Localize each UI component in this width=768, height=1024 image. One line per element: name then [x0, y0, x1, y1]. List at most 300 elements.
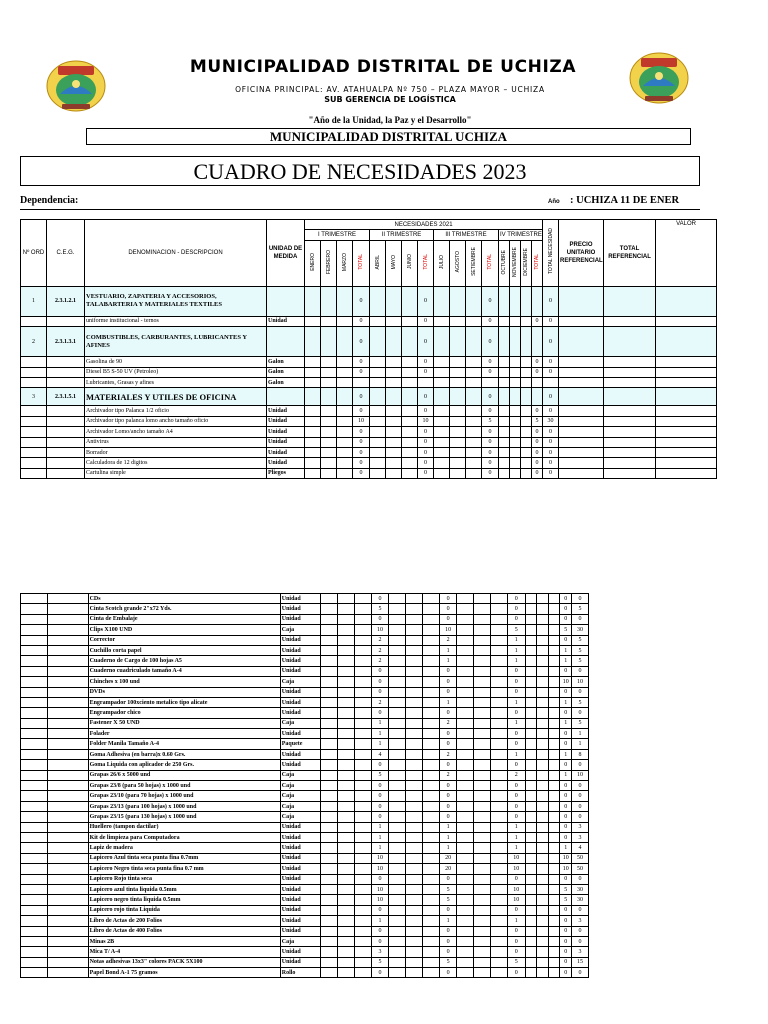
month-cell — [548, 853, 560, 863]
month-cell — [525, 832, 537, 842]
total-cell: 1 — [507, 718, 525, 728]
month-cell — [406, 864, 423, 874]
total-cell: 10 — [560, 677, 572, 687]
month-cell — [354, 635, 371, 645]
month-cell — [320, 625, 337, 635]
month-cell — [337, 437, 353, 447]
total-cell: 4 — [371, 749, 389, 759]
ord-cell — [21, 316, 47, 326]
month-cell — [537, 708, 549, 718]
month-cell — [548, 729, 560, 739]
municipal-logo-right — [629, 52, 689, 104]
month-cell — [320, 822, 337, 832]
price-cell — [559, 367, 604, 377]
month-cell — [320, 812, 337, 822]
month-cell — [406, 604, 423, 614]
month-cell — [490, 947, 507, 957]
month-cell — [321, 458, 337, 468]
total-cell — [532, 327, 543, 357]
ord-cell — [21, 377, 47, 387]
ord-cell — [21, 718, 48, 728]
month-cell — [337, 895, 354, 905]
month-cell — [548, 916, 560, 926]
page-title: MUNICIPALIDAD DISTRITAL DE UCHIZA — [189, 57, 577, 77]
month-cell — [450, 458, 466, 468]
total-cell: 0 — [440, 666, 457, 676]
month-cell — [423, 801, 440, 811]
ord-cell — [21, 864, 48, 874]
month-cell — [320, 832, 337, 842]
ceg-cell — [47, 447, 85, 457]
month-cell — [423, 864, 440, 874]
total-cell: 0 — [371, 926, 389, 936]
price-cell — [559, 437, 604, 447]
month-cell — [490, 843, 507, 853]
ceg-cell — [47, 468, 85, 478]
ord-cell — [21, 791, 48, 801]
month-cell — [389, 832, 406, 842]
desc-cell: Goma Liquida con aplicador de 250 Grs. — [88, 760, 280, 770]
month-cell — [537, 895, 549, 905]
unit-cell: Unidad — [280, 645, 320, 655]
total-cell: 0 — [482, 357, 499, 367]
table-row — [21, 801, 606, 811]
month-cell — [406, 770, 423, 780]
desc-cell: VESTUARIO, ZAPATERIA Y ACCESORIOS, TALABARTERIA Y MATERIALES TEXTILES — [85, 286, 267, 316]
month-cell — [370, 447, 386, 457]
unit-cell: Unidad — [280, 729, 320, 739]
month-cell — [537, 666, 549, 676]
month-cell — [337, 968, 354, 978]
month-cell — [537, 635, 549, 645]
month-cell — [354, 604, 371, 614]
month-cell — [402, 377, 418, 387]
month-cell — [466, 437, 482, 447]
ord-cell — [21, 416, 47, 426]
table-row — [21, 357, 717, 367]
month-cell — [548, 677, 560, 687]
month-cell — [548, 645, 560, 655]
ord-cell — [21, 468, 47, 478]
col-total-ref: TOTAL REFERENCIAL — [604, 220, 656, 287]
month-cell — [406, 843, 423, 853]
month-cell — [389, 822, 406, 832]
table-row — [21, 843, 606, 853]
ceg-cell — [48, 864, 88, 874]
desc-cell: Folader — [88, 729, 280, 739]
month-cell — [473, 625, 490, 635]
table-row — [21, 666, 606, 676]
ceg-cell — [47, 357, 85, 367]
total-cell: 0 — [371, 666, 389, 676]
total-cell: 1 — [371, 822, 389, 832]
ceg-cell — [48, 801, 88, 811]
unit-cell: Unidad — [267, 427, 305, 437]
total-cell: 0 — [371, 594, 389, 604]
month-cell — [473, 781, 490, 791]
month-cell — [337, 718, 354, 728]
ceg-cell — [47, 406, 85, 416]
total-cell: 0 — [353, 406, 370, 416]
total-cell: 0 — [353, 316, 370, 326]
ord-cell — [21, 884, 48, 894]
month-cell — [473, 905, 490, 915]
total-cell: 0 — [353, 468, 370, 478]
month-cell — [537, 916, 549, 926]
month-cell — [386, 427, 402, 437]
unit-cell: Unidad — [267, 447, 305, 457]
total-cell: 2 — [371, 635, 389, 645]
total-cell: 0 — [353, 327, 370, 357]
total-need-cell: 10 — [572, 677, 589, 687]
month-cell — [386, 406, 402, 416]
month-cell — [450, 416, 466, 426]
month-cell — [320, 936, 337, 946]
ceg-cell — [48, 739, 88, 749]
month-cell — [548, 936, 560, 946]
ord-cell — [21, 594, 48, 604]
month-cell — [548, 895, 560, 905]
total-cell: 1 — [371, 739, 389, 749]
month-cell — [537, 718, 549, 728]
table-row — [21, 936, 606, 946]
month-cell — [473, 697, 490, 707]
month-cell — [457, 604, 474, 614]
month-cell — [305, 316, 321, 326]
document-title: CUADRO DE NECESIDADES 2023 — [20, 156, 700, 186]
month-cell — [548, 874, 560, 884]
month-cell — [473, 926, 490, 936]
month-cell — [370, 327, 386, 357]
month-cell — [473, 895, 490, 905]
month-cell — [510, 316, 521, 326]
total-cell: 0 — [440, 614, 457, 624]
month-cell — [354, 947, 371, 957]
price-cell — [559, 447, 604, 457]
month-cell — [490, 604, 507, 614]
total-need-cell: 0 — [543, 458, 559, 468]
month-cell — [320, 604, 337, 614]
month-cell — [499, 316, 510, 326]
unit-cell: Unidad — [280, 947, 320, 957]
total-cell: 0 — [418, 327, 434, 357]
total-cell: 0 — [371, 708, 389, 718]
month-cell — [548, 625, 560, 635]
ord-cell — [21, 614, 48, 624]
month-cell — [370, 388, 386, 406]
total-cell: 0 — [482, 367, 499, 377]
desc-cell: MATERIALES Y UTILES DE OFICINA — [85, 388, 267, 406]
month-cell — [450, 316, 466, 326]
month-cell — [337, 327, 353, 357]
unit-cell: Caja — [280, 718, 320, 728]
month-cell — [406, 781, 423, 791]
month-cell — [548, 718, 560, 728]
total-need-cell: 0 — [543, 367, 559, 377]
unit-cell: Caja — [280, 801, 320, 811]
month-cell — [337, 708, 354, 718]
month-cell — [525, 822, 537, 832]
month-cell — [423, 843, 440, 853]
month-cell — [466, 357, 482, 367]
month-cell — [370, 286, 386, 316]
unit-cell: Caja — [280, 812, 320, 822]
ceg-cell — [47, 416, 85, 426]
unit-cell: Galon — [267, 357, 305, 367]
month-cell — [402, 468, 418, 478]
total-cell: 5 — [371, 770, 389, 780]
total-cell: 0 — [507, 594, 525, 604]
month-cell — [548, 666, 560, 676]
ceg-cell — [48, 614, 88, 624]
month-cell — [525, 708, 537, 718]
month-cell — [473, 739, 490, 749]
month-cell — [548, 635, 560, 645]
ceg-cell — [48, 656, 88, 666]
total-cell: 0 — [507, 968, 525, 978]
month-cell — [337, 635, 354, 645]
month-cell — [389, 926, 406, 936]
month-cell — [457, 687, 474, 697]
total-cell: 10 — [371, 864, 389, 874]
month-cell — [490, 625, 507, 635]
month-cell — [525, 718, 537, 728]
total-cell: 0 — [371, 781, 389, 791]
month-cell — [406, 729, 423, 739]
month-cell — [510, 416, 521, 426]
total-cell: 0 — [440, 905, 457, 915]
ord-cell — [21, 832, 48, 842]
month-cell — [305, 416, 321, 426]
valor-cell — [656, 316, 717, 326]
desc-cell: Engrampador 100xciento metalico tipo alicate — [88, 697, 280, 707]
month-cell — [490, 905, 507, 915]
month-cell — [423, 614, 440, 624]
month-cell — [423, 604, 440, 614]
total-cell: 5 — [371, 957, 389, 967]
desc-cell: Lapicero azul tinta liquida 0.5mm — [88, 884, 280, 894]
unit-cell: Unidad — [280, 957, 320, 967]
ceg-cell — [48, 905, 88, 915]
ord-cell — [21, 729, 48, 739]
month-cell — [354, 968, 371, 978]
month-cell — [402, 427, 418, 437]
total-cell: 1 — [507, 832, 525, 842]
month-cell — [389, 864, 406, 874]
month-cell — [337, 853, 354, 863]
month-cell — [354, 812, 371, 822]
table-row — [21, 377, 717, 387]
ref-total-cell — [604, 377, 656, 387]
total-cell: 0 — [560, 708, 572, 718]
month-cell — [320, 843, 337, 853]
month-cell — [473, 708, 490, 718]
total-cell: 1 — [440, 822, 457, 832]
table-row — [21, 635, 606, 645]
month-cell — [525, 801, 537, 811]
month-cell — [450, 388, 466, 406]
month-cell — [320, 739, 337, 749]
desc-cell: Corrector — [88, 635, 280, 645]
total-cell: 1 — [371, 729, 389, 739]
total-cell: 10 — [560, 864, 572, 874]
total-cell: 1 — [560, 718, 572, 728]
total-cell: 0 — [371, 968, 389, 978]
month-cell — [354, 926, 371, 936]
month-cell — [434, 377, 450, 387]
total-need-cell: 0 — [572, 666, 589, 676]
month-cell — [521, 427, 532, 437]
unit-cell: Unidad — [280, 656, 320, 666]
table-row — [21, 677, 606, 687]
unit-cell: Unidad — [280, 687, 320, 697]
total-need-cell: 50 — [572, 853, 589, 863]
month-cell — [354, 666, 371, 676]
month-cell — [548, 957, 560, 967]
month-cell — [337, 791, 354, 801]
trimestre-3: III TRIMESTRE — [434, 230, 499, 240]
total-need-cell: 0 — [572, 874, 589, 884]
total-cell: 0 — [353, 437, 370, 447]
total-cell: 1 — [507, 749, 525, 759]
month-cell — [354, 801, 371, 811]
col-desc: DENOMINACION - DESCRIPCION — [85, 220, 267, 287]
month-cell — [525, 874, 537, 884]
ref-total-cell — [604, 447, 656, 457]
desc-cell: Huellero (tampon dactilar) — [88, 822, 280, 832]
month-cell — [537, 947, 549, 957]
total-need-cell: 0 — [543, 437, 559, 447]
total-cell: 0 — [482, 437, 499, 447]
table-row — [21, 781, 606, 791]
ceg-cell — [48, 926, 88, 936]
month-cell — [537, 864, 549, 874]
ord-cell — [21, 895, 48, 905]
month-cell — [450, 357, 466, 367]
month-cell — [406, 936, 423, 946]
month-cell — [320, 677, 337, 687]
month-cell — [337, 416, 353, 426]
month-cell — [337, 905, 354, 915]
ord-cell — [21, 770, 48, 780]
ceg-cell — [48, 947, 88, 957]
month-cell — [473, 718, 490, 728]
desc-cell: DVDs — [88, 687, 280, 697]
month-cell — [450, 377, 466, 387]
total-need-cell: 5 — [572, 645, 589, 655]
month-cell — [337, 936, 354, 946]
month-cell — [457, 801, 474, 811]
month-cell — [370, 316, 386, 326]
total-cell: 0 — [560, 822, 572, 832]
total-cell: 0 — [440, 781, 457, 791]
total-cell: 1 — [560, 645, 572, 655]
month-cell — [473, 656, 490, 666]
valor-cell — [656, 327, 717, 357]
ord-cell — [21, 625, 48, 635]
month-cell — [337, 947, 354, 957]
month-cell — [305, 286, 321, 316]
total-need-cell: 30 — [572, 625, 589, 635]
month-cell — [389, 801, 406, 811]
total-cell: 10 — [371, 625, 389, 635]
unit-cell: Unidad — [280, 760, 320, 770]
month-cell — [402, 316, 418, 326]
month-cell — [337, 625, 354, 635]
month-cell — [386, 437, 402, 447]
month-cell — [389, 968, 406, 978]
total-need-cell: 0 — [543, 316, 559, 326]
month-cell — [457, 968, 474, 978]
ord-cell — [21, 801, 48, 811]
ceg-cell — [48, 697, 88, 707]
ord-cell — [21, 760, 48, 770]
total-cell: 0 — [440, 936, 457, 946]
month-cell — [320, 884, 337, 894]
month-cell — [537, 874, 549, 884]
month-cell — [499, 388, 510, 406]
desc-cell: Lapiz de madera — [88, 843, 280, 853]
month-cell — [537, 936, 549, 946]
month-cell — [337, 377, 353, 387]
month-cell — [354, 708, 371, 718]
ord-cell — [21, 853, 48, 863]
total-cell: 0 — [482, 406, 499, 416]
month-cell — [337, 286, 353, 316]
month-cell — [354, 770, 371, 780]
month-cell — [525, 687, 537, 697]
month-cell — [490, 957, 507, 967]
month-cell — [337, 832, 354, 842]
month-header: MAYO — [386, 240, 402, 286]
table-row — [21, 708, 606, 718]
month-cell — [337, 447, 353, 457]
total-cell: 0 — [560, 957, 572, 967]
total-cell — [418, 377, 434, 387]
ord-cell — [21, 427, 47, 437]
month-cell — [423, 957, 440, 967]
month-cell — [499, 327, 510, 357]
unit-cell: Caja — [280, 625, 320, 635]
month-cell — [423, 884, 440, 894]
month-cell — [337, 357, 353, 367]
ceg-cell — [47, 427, 85, 437]
month-cell — [423, 853, 440, 863]
col-total-nec: TOTAL NECESIDAD — [543, 220, 559, 287]
total-need-cell: 0 — [543, 327, 559, 357]
price-cell — [559, 316, 604, 326]
ord-cell — [21, 822, 48, 832]
total-cell: 10 — [371, 853, 389, 863]
month-cell — [510, 437, 521, 447]
month-cell — [457, 760, 474, 770]
month-cell — [389, 604, 406, 614]
month-cell — [457, 635, 474, 645]
month-cell — [423, 822, 440, 832]
month-cell — [457, 594, 474, 604]
month-cell — [434, 327, 450, 357]
month-cell — [525, 594, 537, 604]
unit-cell: Unidad — [280, 822, 320, 832]
month-cell — [490, 635, 507, 645]
col-precio: PRECIO UNITARIO REFERENCIAL — [559, 220, 604, 287]
table-row — [21, 367, 717, 377]
month-cell — [510, 377, 521, 387]
month-cell — [320, 926, 337, 936]
unit-cell — [267, 327, 305, 357]
month-cell — [423, 895, 440, 905]
total-cell — [532, 388, 543, 406]
